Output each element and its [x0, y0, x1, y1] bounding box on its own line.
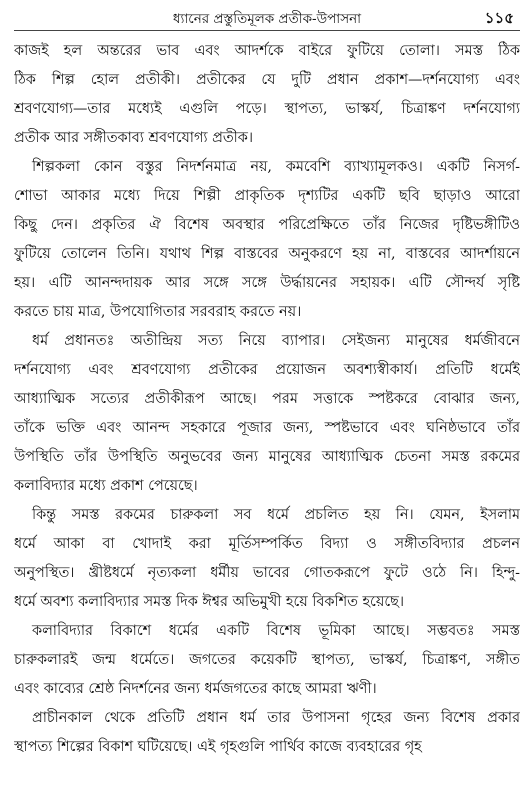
text-line: শিল্পকলা কোন বস্তুর নিদর্শনমাত্র নয়, কমবেশি ব্যাখ্যামূলকও। একটি নিসর্গ-	[32, 159, 520, 175]
text-line: অনুপস্থিত। খ্রীষ্টধর্মে নৃত্যকলা ধর্মীয় ভাবের গোতকরূপে ফুটে ওঠে নি। হিন্দু-	[14, 565, 520, 581]
text-line: কিছু দেন। প্রকৃতির ঐ বিশেষ অবস্থার পরিপ্রেক্ষিতে তাঁর নিজের দৃষ্টিভঙ্গীটিও	[14, 217, 520, 233]
chapter-title: ধ্যানের প্রস্তুতিমূলক প্রতীক-উপাসনা	[172, 11, 362, 27]
text-line: কলাবিদ্যার মধ্যে প্রকাশ পেয়েছে।	[14, 478, 198, 494]
text-line: প্রতীক আর সঙ্গীতকাব্য শ্রবণযোগ্য প্রতীক।	[14, 130, 254, 146]
text-line: এবং কাব্যের শ্রেষ্ঠ নিদর্শনের জন্য ধর্মজগতের কাছে আমরা ঋণী।	[14, 681, 377, 697]
running-head	[14, 6, 520, 31]
text-line: কাজই হল অন্তরের ভাব এবং আদর্শকে বাইরে ফুটিয়ে তোলা। সমস্ত ঠিক	[14, 43, 520, 59]
text-line: স্থাপত্য শিল্পের বিকাশ ঘটিয়েছে। এই গৃহগুলি পার্থিব কাজে ব্যবহারের গৃহ	[14, 739, 422, 755]
text-line: ধর্মে অবশ্য কলাবিদ্যার সমস্ত দিক ঈশ্বর অভিমুখী হয়ে বিকশিত হয়েছে।	[14, 594, 404, 610]
text-line: ফুটিয়ে তোলেন তিনি। যথাথ শিল্প বাস্তবের অনুকরণে হয় না, বাস্তবের আদর্শায়নে	[14, 246, 520, 262]
text-line: প্রাচীনকাল থেকে প্রতিটি প্রধান ধর্ম তার উপাসনা গৃহের জন্য বিশেষ প্রকার	[32, 710, 520, 726]
text-line: ঠিক শিল্প হোল প্রতীকী। প্রতীকের যে দুটি প্রধান প্রকাশ—দর্শনযোগ্য এবং	[14, 72, 520, 88]
text-line: শোভা আকার মধ্যে দিয়ে শিল্পী প্রাকৃতিক দৃশ্যটির একটি ছবি ছাড়াও আরো	[14, 188, 520, 204]
text-line: উপস্থিতি তাঁর উপস্থিতি অনুভবের জন্য মানুষের আধ্যাত্মিক চেতনা সমস্ত রকমের	[14, 449, 520, 465]
text-line: তাঁকে ভক্তি এবং আনন্দ সহকারে পূজার জন্য, স্পষ্টভাবে এবং ঘনিষ্ঠভাবে তাঁর	[14, 420, 520, 436]
text-line: হয়। এটি আনন্দদায়ক আর সঙ্গে সঙ্গে উর্দ্ধায়নের সহায়ক। এটি সৌন্দর্য সৃষ্টি	[14, 275, 520, 291]
paragraph-2	[14, 153, 520, 327]
paragraph-6	[14, 704, 520, 762]
text-line: আধ্যাত্মিক সত্যের প্রতীকীরূপ আছে। পরম সত্তাকে স্পষ্টকরে বোঝার জন্য,	[14, 391, 520, 407]
paragraph-4	[14, 501, 520, 617]
paragraph-5	[14, 617, 520, 704]
text-line: দর্শনযোগ্য এবং শ্রবণযোগ্য প্রতীকের প্রয়োজন অবশ্যস্বীকার্য। প্রতিটি ধর্মেই	[14, 362, 520, 378]
text-line: করতে চায় মাত্র, উপযোগিতার সরবরাহ করতে নয়।	[14, 304, 302, 320]
text-line: কলাবিদ্যার বিকাশে ধর্মের একটি বিশেষ ভূমিকা আছে। সম্ভবতঃ সমস্ত	[32, 623, 520, 639]
text-line: কিন্তু সমস্ত রকমের চারুকলা সব ধর্মে প্রচলিত হয় নি। যেমন, ইসলাম	[32, 507, 520, 523]
text-line: ধর্ম প্রধানতঃ অতীন্দ্রিয় সত্য নিয়ে ব্যাপার। সেইজন্য মানুষের ধর্মজীবনে	[32, 333, 520, 349]
paragraph-1	[14, 37, 520, 153]
text-line: শ্রবণযোগ্য—তার মধ্যেই এগুলি পড়ে। স্থাপত্য, ভাস্কর্য, চিত্রাঙ্কণ দর্শনযোগ্য	[14, 101, 520, 117]
body-text	[14, 37, 520, 762]
page-number: ১১৫	[484, 9, 514, 27]
text-line: ধর্মে আকা বা খোদাই করা মূর্তিসম্পর্কিত বিদ্যা ও সঙ্গীতবিদ্যার প্রচলন	[14, 536, 520, 552]
text-line: চারুকলারই জন্ম ধর্মেতে। জগতের কয়েকটি স্থাপত্য, ভাস্কর্য, চিত্রাঙ্কণ, সঙ্গীত	[14, 652, 520, 668]
paragraph-3	[14, 327, 520, 501]
